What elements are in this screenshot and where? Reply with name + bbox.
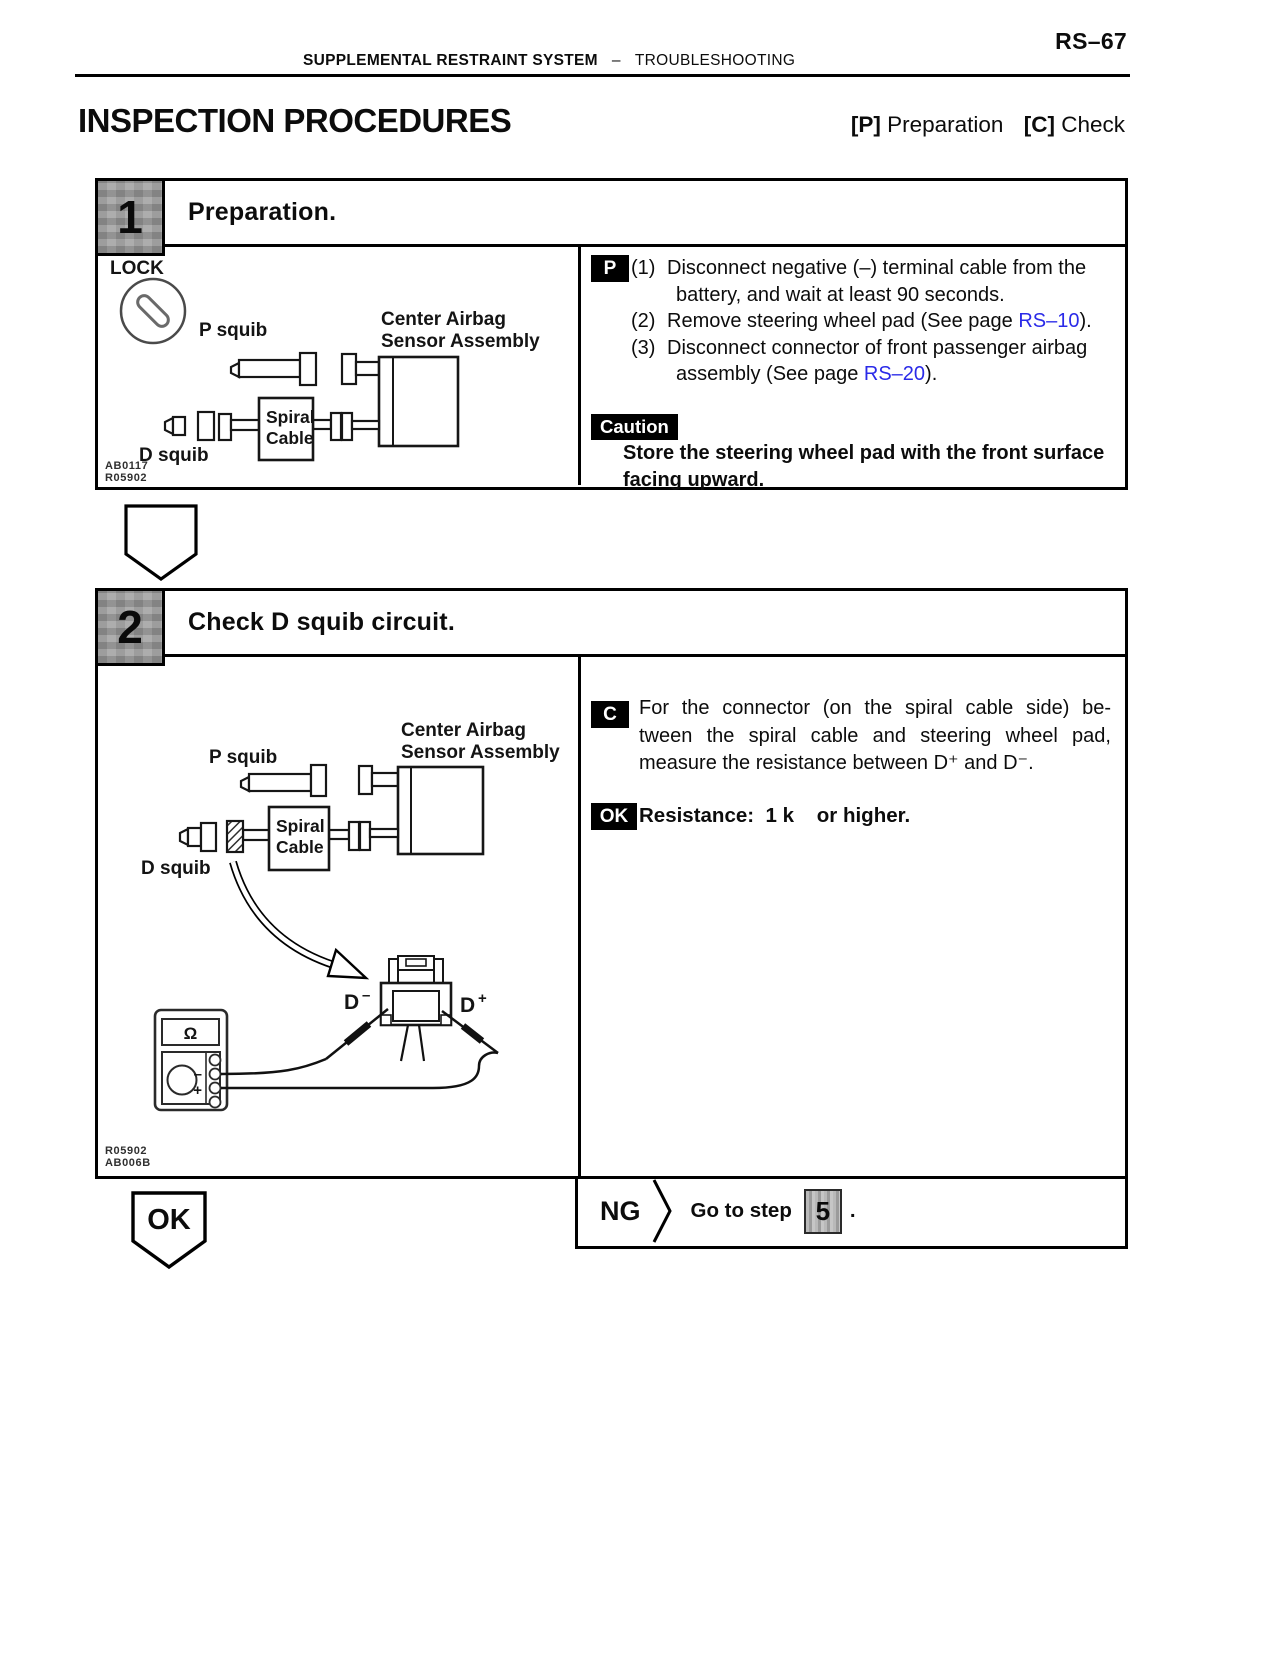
check-line: tween the spiral cable and steering wheel pad, [639,724,1111,747]
d-squib-label: D squib [139,445,209,466]
item-text: Disconnect negative (–) terminal cable from the [667,257,1087,279]
step1-diagram-cell [98,247,578,485]
ok-spec-badge: OK [591,803,637,830]
step2-header [98,591,1125,657]
list-item [631,255,1119,308]
sensor-label-2: Sensor Assembly [381,331,540,352]
connector-closeup [381,956,451,1025]
step1-diagram [98,247,576,485]
breadcrumb-section: SUPPLEMENTAL RESTRAINT SYSTEM [303,52,598,69]
step2-title: Check D squib circuit. [188,608,455,636]
item-text-pre: assembly (See page [676,363,864,385]
ng-chevron-icon [651,1178,675,1244]
resistance-spec: Resistance: 1 k or higher. [639,804,911,827]
step1-title: Preparation. [188,198,337,226]
spiral-label-2: Cable [276,837,324,857]
step1-number-tile: 1 [95,178,165,256]
check-instruction [639,695,1111,778]
pointer-arrow-icon [233,862,366,978]
step2-text-cell [578,657,1125,1176]
figure-code-2: R05902 [105,472,148,484]
step2-diagram [98,657,576,1176]
sensor-label-1: Center Airbag [381,309,506,330]
caution-line: Store the steering wheel pad with the front surface [623,442,1105,464]
item-number: (3) [631,336,656,359]
page-link-rs10[interactable]: RS–10 [1018,310,1080,332]
item-text [667,361,1087,388]
sensor-label-2: Sensor Assembly [401,742,560,763]
d-plus-sign: + [478,990,487,1007]
figure-code-2: AB006B [105,1157,151,1169]
item-text-pre: Remove steering wheel pad (See page [667,310,1019,332]
page-number: RS–67 [1055,28,1127,54]
p-squib-connector [241,765,398,796]
ng-step-number-tile: 5 [804,1189,842,1234]
list-item [631,335,1119,388]
step2-box [95,588,1128,1179]
figure-code-1: R05902 [105,1145,148,1157]
sensor-assembly-box [379,357,458,446]
legend-c-label: Check [1061,112,1125,137]
caution-text [623,440,1104,493]
list-item [631,308,1119,335]
lock-label: LOCK [110,258,164,279]
meter-leads [221,1053,498,1088]
svg-text:+: + [193,1082,202,1099]
legend-c-key: [C] [1023,112,1055,137]
spiral-label-2: Cable [266,428,314,448]
item-number: (1) [631,257,656,279]
item-number: (2) [631,310,656,332]
spiral-label-1: Spiral [276,816,325,836]
ignition-lock-icon [121,279,185,343]
step1-box [95,178,1128,490]
spiral-label-1: Spiral [266,407,315,427]
legend [851,112,1125,138]
step2-number-tile: 2 [95,588,165,666]
breadcrumb-subsection: TROUBLESHOOTING [634,52,796,69]
breadcrumb-separator: – [611,52,621,69]
p-squib-label: P squib [199,320,268,341]
caution-badge: Caution [591,414,678,440]
header-rule [75,74,1130,77]
preparation-badge: P [591,255,629,282]
legend-p-key: [P] [850,112,881,137]
ohm-symbol: Ω [183,1024,198,1043]
p-squib-connector [231,353,379,385]
ng-result-row [575,1176,1128,1249]
item-text-post: ). [925,363,938,385]
figure-code-1: AB0117 [105,460,149,472]
ohmmeter-icon [155,1010,227,1110]
ng-action-period: . [849,1199,856,1222]
step1-header [98,181,1125,247]
ng-action-text: Go to step [690,1199,792,1222]
spiral-cable-box [269,807,329,870]
sensor-assembly-box [398,767,483,854]
d-plus-label: D [460,994,476,1017]
legend-p-label: Preparation [887,112,1004,137]
svg-text:–: – [193,1066,202,1083]
ok-label: OK [147,1204,191,1236]
step1-text-cell [578,247,1125,491]
page-title: INSPECTION PROCEDURES [78,102,512,139]
caution-line: facing upward. [623,468,765,491]
item-text: Disconnect connector of front passenger airbag [667,336,1088,359]
ok-result-arrow [130,1190,208,1270]
d-minus-label: D [344,991,360,1014]
breadcrumb [303,52,795,70]
item-text [667,308,1092,335]
check-line: measure the resistance between D⁺ and D⁻. [639,752,1034,774]
item-text-post: ). [1079,310,1092,332]
ng-label: NG [600,1195,641,1226]
p-squib-label: P squib [209,747,278,768]
step1-instructions [631,255,1119,388]
flow-down-arrow-icon [123,503,199,583]
step2-diagram-cell [98,657,578,1176]
check-line: For the connector (on the spiral cable side) be- [639,697,1111,719]
page-link-rs20[interactable]: RS–20 [863,363,926,385]
item-text: battery, and wait at least 90 seconds. [676,283,1005,306]
sensor-label-1: Center Airbag [401,720,526,741]
d-minus-sign: – [362,987,371,1004]
d-squib-label: D squib [141,858,211,879]
spiral-cable-box [259,398,315,460]
highlighted-connector [227,821,243,852]
check-badge: C [591,701,629,728]
